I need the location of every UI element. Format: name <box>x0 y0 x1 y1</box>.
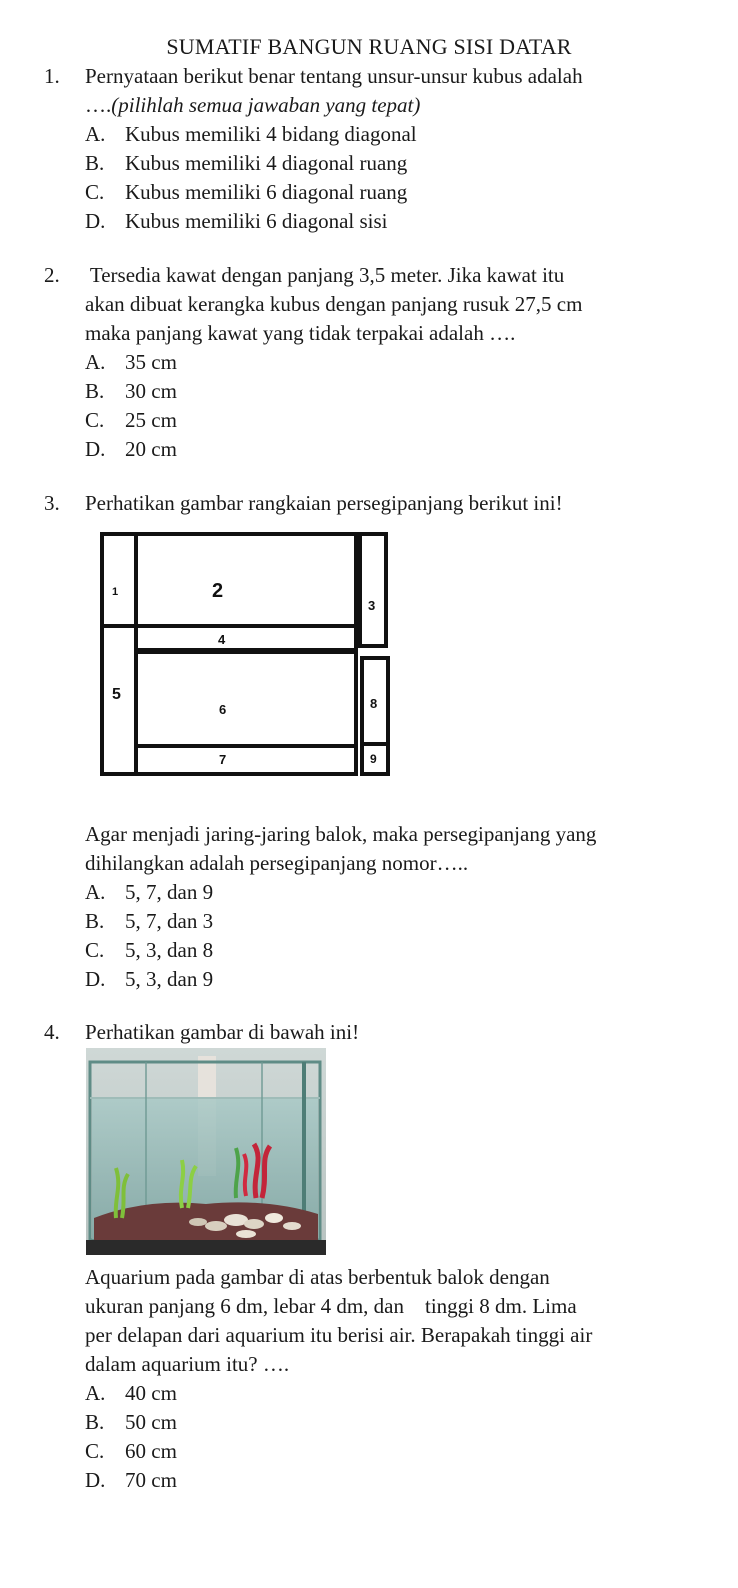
net-label-5: 5 <box>112 686 121 703</box>
page-title: SUMATIF BANGUN RUANG SISI DATAR <box>166 34 572 59</box>
option-b <box>85 1408 704 1437</box>
question-number: 4. <box>44 1020 60 1044</box>
option-text: 40 cm <box>125 1381 177 1405</box>
option-c <box>85 178 704 207</box>
option-letter: B. <box>85 1410 105 1434</box>
question-text-line: Agar menjadi jaring-jaring balok, maka persegipanjang yang <box>85 822 597 846</box>
option-d <box>85 1466 704 1495</box>
option-c <box>85 936 704 965</box>
question-3 <box>44 489 704 518</box>
option-d <box>85 435 704 464</box>
option-letter: C. <box>85 408 105 432</box>
option-text: 20 cm <box>125 437 177 461</box>
option-letter: C. <box>85 180 105 204</box>
option-letter: B. <box>85 151 105 175</box>
question-text-line: dihilangkan adalah persegipanjang nomor….. <box>85 851 469 875</box>
option-text: Kubus memiliki 4 bidang diagonal <box>125 122 417 146</box>
aquarium-photo <box>86 1048 326 1255</box>
option-text: 5, 7, dan 9 <box>125 880 214 904</box>
net-rect-1 <box>100 532 138 628</box>
question-4-body <box>44 1263 704 1495</box>
question-text-line: per delapan dari aquarium itu berisi air. Berapakah tinggi air <box>85 1323 593 1347</box>
option-letter: C. <box>85 1439 105 1463</box>
net-rect-2 <box>134 532 358 628</box>
option-text: 5, 3, dan 8 <box>125 938 214 962</box>
question-number: 3. <box>44 491 60 515</box>
question-text-line: maka panjang kawat yang tidak terpakai adalah …. <box>85 321 516 345</box>
option-d <box>85 207 704 236</box>
option-d <box>85 965 704 994</box>
option-letter: A. <box>85 122 106 146</box>
option-letter: D. <box>85 437 106 461</box>
net-label-9: 9 <box>370 752 377 766</box>
option-c <box>85 1437 704 1466</box>
option-letter: D. <box>85 1468 106 1492</box>
option-text: Kubus memiliki 6 diagonal sisi <box>125 209 388 233</box>
question-3-body <box>44 820 704 994</box>
question-4 <box>44 1018 704 1047</box>
option-text: Kubus memiliki 6 diagonal ruang <box>125 180 408 204</box>
option-letter: A. <box>85 880 106 904</box>
net-label-7: 7 <box>219 752 227 767</box>
option-text: 50 cm <box>125 1410 177 1434</box>
option-b <box>85 907 704 936</box>
question-note-prefix: …. <box>85 93 112 117</box>
net-label-6: 6 <box>219 702 227 717</box>
net-rect-7 <box>134 744 358 776</box>
option-text: 30 cm <box>125 379 177 403</box>
net-rect-3 <box>358 532 388 648</box>
question-text: Perhatikan gambar di bawah ini! <box>85 1020 360 1044</box>
question-note: (pilihlah semua jawaban yang tepat) <box>111 93 421 117</box>
question-text-line: ukuran panjang 6 dm, lebar 4 dm, dan tinggi 8 dm. Lima <box>85 1294 577 1318</box>
option-letter: D. <box>85 967 106 991</box>
question-text-line: Aquarium pada gambar di atas berbentuk balok dengan <box>85 1265 550 1289</box>
option-b <box>85 149 704 178</box>
option-letter: C. <box>85 938 105 962</box>
question-1 <box>44 62 704 236</box>
net-rect-4 <box>134 624 358 652</box>
option-b <box>85 377 704 406</box>
question-number: 2. <box>44 263 60 287</box>
option-text: 5, 3, dan 9 <box>125 967 214 991</box>
question-text-line: dalam aquarium itu? …. <box>85 1352 290 1376</box>
option-a <box>85 120 704 149</box>
option-a <box>85 1379 704 1408</box>
option-text: 5, 7, dan 3 <box>125 909 214 933</box>
net-label-4: 4 <box>218 632 226 647</box>
option-letter: A. <box>85 350 106 374</box>
net-rect-6 <box>134 650 358 748</box>
net-label-1: 1 <box>112 586 119 598</box>
option-text: 70 cm <box>125 1468 177 1492</box>
question-text-line: akan dibuat kerangka kubus dengan panjang rusuk 27,5 cm <box>85 292 583 316</box>
question-2 <box>44 261 704 464</box>
option-c <box>85 406 704 435</box>
option-text: 25 cm <box>125 408 177 432</box>
question-text-line: Tersedia kawat dengan panjang 3,5 meter. Jika kawat itu <box>85 263 565 287</box>
option-letter: D. <box>85 209 106 233</box>
cuboid-net-figure <box>100 532 396 780</box>
net-label-3: 3 <box>368 598 376 613</box>
option-a <box>85 878 704 907</box>
net-label-8: 8 <box>370 696 378 711</box>
question-text: Perhatikan gambar rangkaian persegipanjang berikut ini! <box>85 491 563 515</box>
option-letter: A. <box>85 1381 106 1405</box>
option-text: 35 cm <box>125 350 177 374</box>
option-letter: B. <box>85 379 105 403</box>
option-text: Kubus memiliki 4 diagonal ruang <box>125 151 408 175</box>
net-label-2: 2 <box>212 580 224 602</box>
option-letter: B. <box>85 909 105 933</box>
question-text: Pernyataan berikut benar tentang unsur-unsur kubus adalah <box>85 64 583 88</box>
option-a <box>85 348 704 377</box>
aquarium-illustration <box>86 1048 326 1255</box>
option-text: 60 cm <box>125 1439 177 1463</box>
question-number: 1. <box>44 64 60 88</box>
